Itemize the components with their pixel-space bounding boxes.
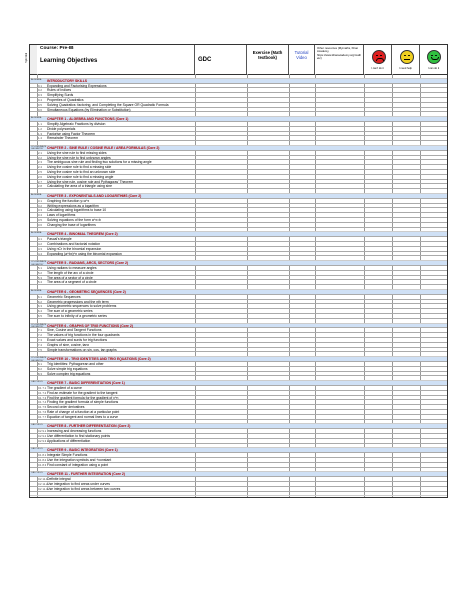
- objective-number: C1 7.2: [38, 390, 47, 395]
- checklist-sheet: [26, 44, 448, 498]
- objective-text: The values of trig functions in the four quadrants: [47, 333, 120, 338]
- objective-number: C2 11.2: [38, 482, 48, 486]
- unit-label: ALGEBRA: [31, 78, 42, 81]
- unit-label: CO-ORDINATE GEOMETRY: [31, 261, 47, 266]
- unit-label: ALGEBRA: [31, 232, 42, 235]
- objective-text: Trig Identities: Pythagorean and other: [47, 362, 104, 366]
- face-yellow-header: [392, 45, 420, 74]
- objective-text: Combinations and factorial notation: [47, 242, 101, 246]
- topic-header: [26, 45, 37, 74]
- chapter-title: CHAPTER 9 - BASIC INTEGRATION (Core 1): [47, 448, 118, 453]
- objective-text: Integrate Simple Functions: [47, 453, 88, 458]
- objective-number: C2 11.1: [38, 477, 48, 482]
- other-resources-header: [315, 45, 364, 74]
- objective-text: Changing the base of logarithms: [47, 222, 96, 227]
- objective-number: 1.4: [38, 136, 42, 141]
- face-red-header: [364, 45, 392, 74]
- chapter-title: CHAPTER 6 - GEOMETRIC SEQUENCES (Core 2): [47, 290, 126, 294]
- objective-text: Divide polynomials: [47, 126, 76, 131]
- objective-number: 4.1: [38, 237, 42, 242]
- objective-text: Writing expressions as a logarithm: [47, 203, 99, 208]
- chapter-title: CHAPTER 8 - FURTHER DIFFERENTIATION (Core 2): [47, 424, 131, 429]
- unit-label: ALGEBRA: [31, 117, 42, 120]
- objective-text: Increasing and decreasing functions: [47, 429, 102, 434]
- objective-text: Simplifying Surds: [47, 93, 74, 98]
- objective-number: C2 9.2: [38, 434, 47, 438]
- objective-text: Calculating the area of a triangle using sine: [47, 184, 113, 189]
- objective-number: 8.3: [38, 371, 42, 376]
- gdc-header: [195, 45, 247, 74]
- tutorial-heading: Tutorial Video: [294, 50, 309, 60]
- objective-text: Use integration to find areas between two curves: [47, 486, 121, 491]
- chapter-title: CHAPTER 4 - BINOMIAL THEOREM (Core 2): [47, 232, 118, 237]
- objective-text: Using the cosine rule to find a missing side: [47, 165, 112, 170]
- objective-number: 3.4: [38, 213, 42, 218]
- objective-number: 2.3: [38, 160, 42, 165]
- objective-number: C1 7.3: [38, 395, 47, 400]
- happy-face-icon: [427, 50, 441, 64]
- objective-number: 6.4: [38, 309, 42, 314]
- chapter-title: CHAPTER 5 - RADIANS, ARCS, SECTORS (Core 2): [47, 261, 129, 266]
- objective-text: Factorise using Factor Theorem: [47, 131, 95, 136]
- objective-number: 7.3: [38, 338, 42, 342]
- chapter-title: CHAPTER 7 - BASIC DIFFERENTIATION (Core 1): [47, 381, 125, 386]
- objective-text: Geometric progressions and the nth term: [47, 299, 109, 304]
- objective-number: 0.3: [38, 93, 42, 98]
- objective-number: 3.5: [38, 218, 42, 222]
- objective-number: 1.3: [38, 131, 42, 136]
- objective-text: Laws of logarithms: [47, 213, 76, 218]
- objective-text: The area of a segment of a circle: [47, 280, 97, 285]
- objective-number: 1.1: [38, 122, 42, 126]
- objective-text: Rules of Indices: [47, 88, 72, 93]
- objective-number: C1 7.1: [38, 386, 47, 390]
- objective-text: Graphing the function y=a^x: [47, 198, 90, 203]
- objective-text: Properties of Quadratics: [47, 98, 84, 102]
- chapter-title: INTRODUCTORY SKILLS: [47, 78, 88, 83]
- objective-number: 3.1: [38, 198, 42, 203]
- objective-number: 2.4: [38, 165, 42, 170]
- chapter-title: CHAPTER 11 - FURTHER INTEGRATION (Core 2): [47, 472, 125, 477]
- unit-label: CO-ORDINATE GEOMETRY: [31, 357, 47, 362]
- objective-text: The gradient of a curve: [47, 386, 82, 390]
- objective-number: C1 7.6: [38, 410, 47, 414]
- other-resources-heading: Other resources (Mymaths, Khan Academy, https://www.khanacademy.org/math etc): [317, 46, 362, 61]
- objective-text: Using the sine rule to find missing sides: [47, 150, 107, 155]
- objective-number: C1 7.7: [38, 414, 47, 419]
- objective-text: Pascal's triangle: [47, 237, 72, 242]
- objective-text: Exact values and surds for trig functions: [47, 338, 108, 342]
- objective-number: C2 9.1: [38, 429, 47, 434]
- objective-number: 0.1: [38, 83, 42, 88]
- objective-text: Second order derivatives: [47, 405, 85, 410]
- objective-number: 2.8: [38, 184, 42, 189]
- objective-number: 7.2: [38, 333, 42, 338]
- objective-number: 8.2: [38, 366, 42, 371]
- face-yellow-label: I need help: [399, 67, 412, 70]
- exercise-heading: Exercise (Math textbook): [252, 50, 283, 60]
- blank-row: [30, 492, 447, 497]
- objective-text: The area of a sector of a circle: [47, 275, 93, 280]
- chapter-title: CHAPTER 3 - EXPONENTIALS AND LOGARITHMS (Core 2): [47, 194, 142, 198]
- objective-number: 5.1: [38, 266, 42, 270]
- objective-text: Rate of change of a function at a particular point: [47, 410, 120, 414]
- neutral-face-icon: [400, 50, 414, 64]
- unit-label: CALCULUS: [31, 381, 43, 384]
- unit-label: CALCULUS: [31, 472, 43, 475]
- objective-number: 6.2: [38, 299, 42, 304]
- objective-text: Simultaneous Equations (by Elimination or Substitution): [47, 107, 131, 112]
- objective-number: 7.4: [38, 342, 42, 347]
- objective-number: 7.1: [38, 328, 42, 333]
- objective-number: 2.7: [38, 179, 42, 184]
- objective-text: Simple transformations on sin, cos, tan graphs: [47, 347, 117, 352]
- objective-number: 2.5: [38, 170, 42, 174]
- objective-number: C1 8.3: [38, 462, 47, 467]
- unit-label: CO-ORDINATE GEOMETRY: [31, 323, 47, 328]
- unit-label: ALGEBRA: [31, 290, 42, 292]
- objective-number: 8.1: [38, 362, 42, 366]
- objective-text: Using the sine rule, cosine rule and Pythagoras' Theorem: [47, 179, 134, 184]
- objective-number: 2.1: [38, 150, 42, 155]
- objectives-table: [30, 74, 447, 497]
- objective-text: Using the cosine rule to find a missing angle: [47, 174, 114, 179]
- objective-number: C1 8.2: [38, 458, 47, 462]
- objective-text: Find constant of integration using a point: [47, 462, 109, 467]
- exercise-header: [247, 45, 289, 74]
- objective-text: Solve simple trig equations: [47, 366, 88, 371]
- objective-text: The ambiguous sine rule and finding two solutions for a missing angle: [47, 160, 152, 165]
- objective-number: 6.5: [38, 314, 42, 318]
- gdc-heading: GDC: [198, 57, 212, 63]
- objective-number: 7.5: [38, 347, 42, 352]
- learning-objectives-heading: Learning Objectives: [40, 58, 98, 64]
- objective-text: Using geometric sequences to solve problems: [47, 304, 117, 309]
- objective-number: 4.2: [38, 242, 42, 246]
- face-red-label: I can't do it: [371, 67, 384, 70]
- objective-number: C1 7.5: [38, 405, 47, 410]
- objective-text: Expanding (a+bx)^n using the binomial expansion: [47, 251, 122, 256]
- chapter-title: CHAPTER 2 - SINE RULE / COSINE RULE / AREA FORMULAS (Core 2): [47, 146, 160, 150]
- face-green-label: I can do it: [427, 67, 440, 70]
- objective-text: The sum to infinity of a geometric series: [47, 314, 107, 318]
- objective-number: C1 7.4: [38, 400, 47, 405]
- objective-text: Expanding and Factorising Expressions: [47, 83, 107, 88]
- objective-text: Equation of tangent and normal lines to a curve: [47, 414, 119, 419]
- objective-number: 1.2: [38, 126, 42, 131]
- objective-number: 6.3: [38, 304, 42, 309]
- objective-text: Simplify Algebraic Fractions by division: [47, 122, 106, 126]
- objective-number: 4.4: [38, 251, 42, 256]
- objective-number: 5.3: [38, 275, 42, 280]
- objective-number: 3.2: [38, 203, 42, 208]
- objective-text: Sine, Cosine and Tangent Functions: [47, 328, 102, 333]
- objective-text: The length of the arc of a circle: [47, 270, 94, 275]
- objectives-header: [37, 45, 195, 74]
- objective-number: 0.2: [38, 88, 42, 93]
- chapter-title: CHAPTER 6 - GRAPHS OF TRIG FUNCTIONS (Core 2): [47, 323, 133, 328]
- objective-number: 0.4: [38, 98, 42, 102]
- objective-number: 3.6: [38, 222, 42, 227]
- sad-face-icon: [372, 50, 386, 64]
- objective-text: Solving equations of the form a^x=b: [47, 218, 101, 222]
- objective-text: Definite integral: [47, 477, 71, 482]
- objective-text: Finding the gradient formula of simple functions: [47, 400, 119, 405]
- objective-number: 2.6: [38, 174, 42, 179]
- objective-number: 0.5: [38, 102, 42, 107]
- tutorial-header: [289, 45, 315, 74]
- topic-label: Topic/Unit: [26, 52, 29, 64]
- chapter-title: CHAPTER 10 - TRIG IDENTITIES AND TRIG EQUATIONS (Core 2): [47, 357, 151, 362]
- objective-text: Using the cosine rule to find an unknown side: [47, 170, 116, 174]
- objective-text: Remainder Theorem: [47, 136, 79, 141]
- objective-number: C1 8.1: [38, 453, 47, 458]
- unit-label: CALCULUS: [31, 448, 43, 451]
- objective-number: 3.3: [38, 208, 42, 213]
- objective-text: Graphs of sine, cosine, tanx: [47, 342, 90, 347]
- objective-text: Using nCr in the binomial expansion: [47, 246, 102, 251]
- header-row: [26, 45, 447, 75]
- objective-number: 6.1: [38, 294, 42, 299]
- objective-text: The sum of a geometric series: [47, 309, 93, 314]
- objective-text: Find an estimate for the gradient to the tangent: [47, 390, 118, 395]
- objective-text: Applications of differentiation: [47, 438, 91, 443]
- objective-text: Geometric Sequences: [47, 294, 81, 299]
- objective-number: 5.2: [38, 270, 42, 275]
- objective-number: 0.6: [38, 107, 42, 112]
- course-title: Course: Pre-IB: [40, 46, 74, 51]
- objective-text: Calculating using logarithms to base 10: [47, 208, 107, 213]
- objective-text: Solve complex trig equations: [47, 371, 91, 376]
- objective-number: 2.2: [38, 155, 42, 160]
- objective-text: Find the gradient formula for the gradient of x^n: [47, 395, 119, 400]
- objective-number: C2 9.3: [38, 438, 47, 443]
- chapter-title: CHAPTER 1 - ALGEBRA AND FUNCTIONS (Core 1): [47, 117, 129, 122]
- face-green-header: [420, 45, 447, 74]
- objective-text: Using radians to measure angles: [47, 266, 97, 270]
- objective-text: Solving Quadratics: factoring, and Completing the Square OR Quadratic Formula: [47, 102, 169, 107]
- unit-label: CO-ORDINATE GEOMETRY: [31, 146, 47, 151]
- objective-text: Use the integration symbols and +constant: [47, 458, 112, 462]
- objective-text: Use differentiation to find stationary points: [47, 434, 111, 438]
- objective-number: C2 11.3: [38, 486, 48, 491]
- objective-number: 5.4: [38, 280, 42, 285]
- objective-text: Use integration to find areas under curves: [47, 482, 110, 486]
- unit-label: ALGEBRA: [31, 194, 42, 196]
- unit-label: CALCULUS: [31, 424, 43, 427]
- objective-text: Using the sine rule to find unknown angles: [47, 155, 111, 160]
- objective-number: 4.3: [38, 246, 42, 251]
